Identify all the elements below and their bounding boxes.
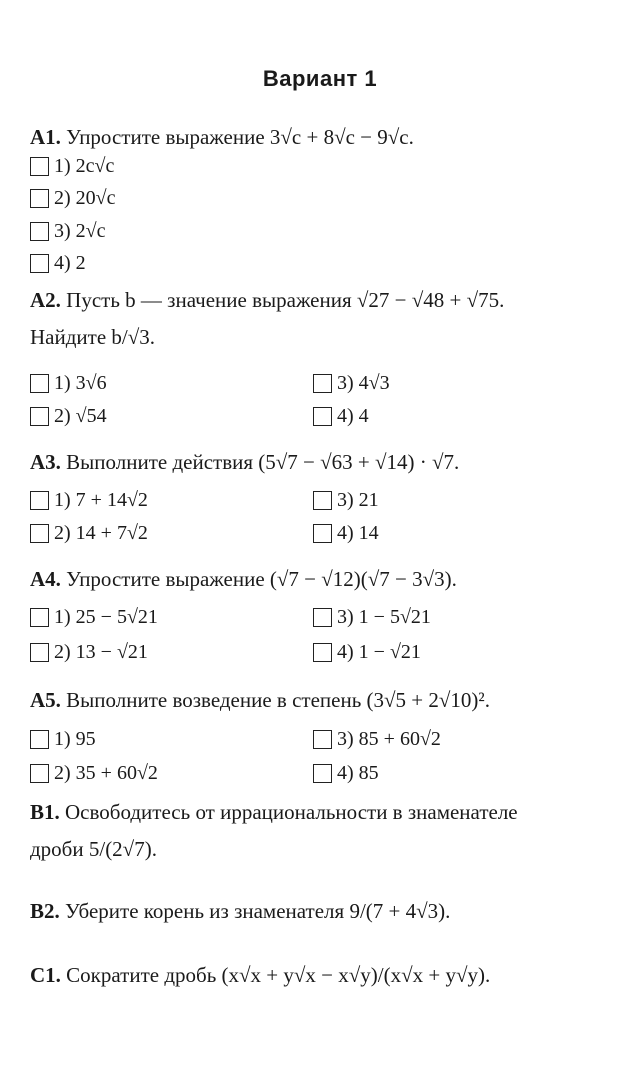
question-c1-text: Сократите дробь (x√x + y√x − x√y)/(x√x + y√y). xyxy=(66,963,491,987)
question-a5-text: Выполните возведение в степень (3√5 + 2√10)². xyxy=(66,688,490,712)
checkbox[interactable] xyxy=(30,608,49,627)
a4-option-3[interactable]: 3) 1 − 5√21 xyxy=(313,605,431,629)
checkbox[interactable] xyxy=(313,524,332,543)
checkbox[interactable] xyxy=(30,157,49,176)
a5-option-4[interactable]: 4) 85 xyxy=(313,761,379,785)
a5-option-2[interactable]: 2) 35 + 60√2 xyxy=(30,761,158,785)
checkbox[interactable] xyxy=(30,524,49,543)
question-a2-line1 xyxy=(30,287,504,313)
checkbox[interactable] xyxy=(313,643,332,662)
a1-option-1[interactable]: 1) 2c√c xyxy=(30,154,114,178)
question-a4-label: А4. xyxy=(30,567,61,591)
a2-option-4[interactable]: 4) 4 xyxy=(313,404,369,428)
a3-option-3[interactable]: 3) 21 xyxy=(313,488,379,512)
question-a1 xyxy=(30,124,414,150)
checkbox[interactable] xyxy=(30,407,49,426)
question-a3-text: Выполните действия (5√7 − √63 + √14) · √7. xyxy=(66,450,460,474)
question-a2-text2: Найдите b/√3. xyxy=(30,325,156,349)
question-a3-label: А3. xyxy=(30,450,61,474)
a3-option-4[interactable]: 4) 14 xyxy=(313,521,379,545)
question-b1-line1 xyxy=(30,799,518,825)
a4-option-4[interactable]: 4) 1 − √21 xyxy=(313,640,421,664)
question-a1-label: А1. xyxy=(30,125,61,149)
a5-option-3[interactable]: 3) 85 + 60√2 xyxy=(313,727,441,751)
page-title: Вариант 1 xyxy=(262,66,378,91)
question-b1-text1: Освободитесь от иррациональности в знаменателе xyxy=(65,800,518,824)
question-b1-label: В1. xyxy=(30,800,60,824)
question-a5-label: А5. xyxy=(30,688,61,712)
checkbox[interactable] xyxy=(313,608,332,627)
question-b2-text: Уберите корень из знаменателя 9/(7 + 4√3). xyxy=(65,899,451,923)
a2-option-2[interactable]: 2) √54 xyxy=(30,404,107,428)
a4-option-1[interactable]: 1) 25 − 5√21 xyxy=(30,605,158,629)
checkbox[interactable] xyxy=(30,491,49,510)
question-a5 xyxy=(30,687,490,713)
a1-option-3[interactable]: 3) 2√c xyxy=(30,219,106,243)
checkbox[interactable] xyxy=(313,764,332,783)
question-a2-text1: Пусть b — значение выражения √27 − √48 + √75. xyxy=(66,288,505,312)
checkbox[interactable] xyxy=(313,374,332,393)
checkbox[interactable] xyxy=(30,374,49,393)
checkbox[interactable] xyxy=(30,643,49,662)
a1-option-2[interactable]: 2) 20√c xyxy=(30,186,116,210)
question-c1 xyxy=(30,962,490,988)
checkbox[interactable] xyxy=(30,222,49,241)
checkbox[interactable] xyxy=(313,407,332,426)
question-b1-text2: дроби 5/(2√7). xyxy=(30,837,157,861)
checkbox[interactable] xyxy=(313,491,332,510)
a5-option-1[interactable]: 1) 95 xyxy=(30,727,96,751)
a2-option-3[interactable]: 3) 4√3 xyxy=(313,371,390,395)
a3-option-2[interactable]: 2) 14 + 7√2 xyxy=(30,521,148,545)
checkbox[interactable] xyxy=(30,254,49,273)
question-a4 xyxy=(30,566,457,592)
question-c1-label: С1. xyxy=(30,963,61,987)
question-a3 xyxy=(30,449,459,475)
question-b1-line2 xyxy=(30,836,157,862)
a2-option-1[interactable]: 1) 3√6 xyxy=(30,371,107,395)
a1-option-4[interactable]: 4) 2 xyxy=(30,251,86,275)
question-b2-label: В2. xyxy=(30,899,60,923)
question-a4-text: Упростите выражение (√7 − √12)(√7 − 3√3). xyxy=(66,567,457,591)
a4-option-2[interactable]: 2) 13 − √21 xyxy=(30,640,148,664)
checkbox[interactable] xyxy=(30,764,49,783)
checkbox[interactable] xyxy=(30,189,49,208)
question-a2-label: А2. xyxy=(30,288,61,312)
checkbox[interactable] xyxy=(313,730,332,749)
a3-option-1[interactable]: 1) 7 + 14√2 xyxy=(30,488,148,512)
question-a1-text: Упростите выражение 3√c + 8√c − 9√c. xyxy=(66,125,414,149)
checkbox[interactable] xyxy=(30,730,49,749)
question-b2 xyxy=(30,898,450,924)
question-a2-line2 xyxy=(30,324,155,350)
